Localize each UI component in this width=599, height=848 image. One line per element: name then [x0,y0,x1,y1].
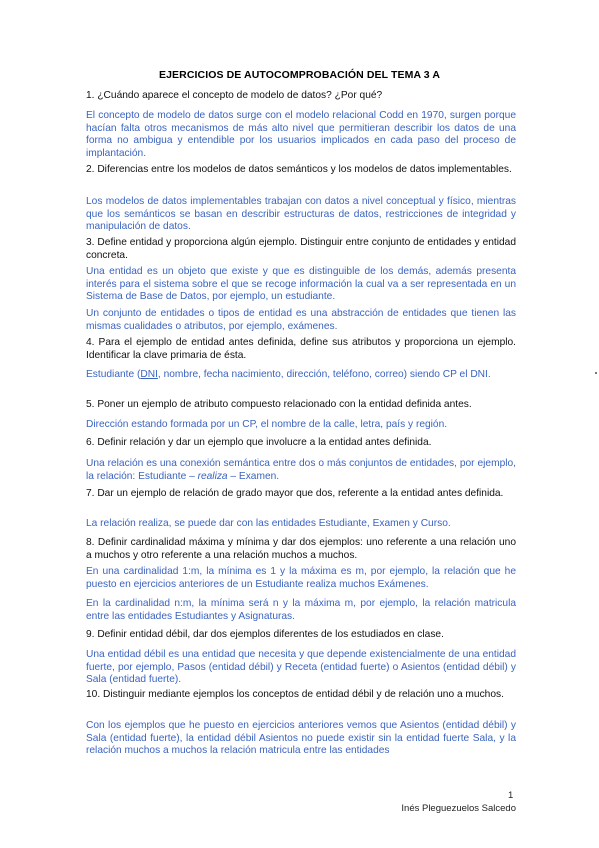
question-10: 10. Distinguir mediante ejemplos los conceptos de entidad débil y de relación uno a muchos. [86,689,504,700]
answer-6-emphasis: realiza [197,470,228,482]
question-3: 3. Define entidad y proporciona algún ejemplo. Distinguir entre conjunto de entidades y entidad concreta. [86,237,516,261]
answer-8a: En una cardinalidad 1:m, la mínima es 1 y la máxima es m, por ejemplo, la relación que he puesto en ejercicios anteriores de un Estudiante realiza muchos Exámenes. [86,566,516,590]
answer-4 [86,369,516,382]
question-8: 8. Definir cardinalidad máxima y mínima y dar dos ejemplos: uno referente a una relación uno a muchos y otro referente a una relación muchos a muchos. [86,537,516,561]
answer-1: El concepto de modelo de datos surge con el modelo relacional Codd en 1970, surgen porque hacían falta otros mecanismos de más alto nivel que permitieran describir los datos de una forma no ambigua y entendible por los usuarios implicados en cada paso del proceso de implantación. [86,110,516,159]
answer-3b: Un conjunto de entidades o tipos de entidad es una abstracción de entidades que tienen las mismas cualidades o atributos, por ejemplo, exámenes. [86,308,516,332]
question-1: 1. ¿Cuándo aparece el concepto de modelo de datos? ¿Por qué? [86,90,383,101]
answer-9: Una entidad débil es una entidad que necesita y que depende existencialmente de una entidad fuerte, por ejemplo, Pasos (entidad débil) y Receta (entidad fuerte) o Asientos (entidad débil) y Sala (entidad fuerte). [86,649,516,685]
answer-4-pre: Estudiante ( [86,369,141,380]
answer-10: Con los ejemplos que he puesto en ejercicios anteriores vemos que Asientos (entidad débil) y Sala (entidad fuerte), la entidad débil Asientos no puede existir sin la entidad fuerte Sala, y la relación muchos a muchos la relación matricula entre las entidades [86,720,516,756]
answer-6 [86,458,516,483]
question-2: 2. Diferencias entre los modelos de datos semánticos y los modelos de datos implementables. [86,164,512,175]
answer-7: La relación realiza, se puede dar con las entidades Estudiante, Examen y Curso. [86,518,451,529]
answer-2: Los modelos de datos implementables trabajan con datos a nivel conceptual y físico, mientras que los semánticos se basan en describir estructuras de datos, restricciones de integridad y manipulación de datos. [86,196,516,232]
document-title: EJERCICIOS DE AUTOCOMPROBACIÓN DEL TEMA 3 A [158,69,441,81]
question-4: 4. Para el ejemplo de entidad antes definida, define sus atributos y proporciona un ejemplo. Identificar la clave primaria de ésta. [86,337,516,361]
question-7: 7. Dar un ejemplo de relación de grado mayor que dos, referente a la entidad antes definida. [86,488,504,499]
primary-key-dni: DNI [140,369,158,380]
question-6: 6. Definir relación y dar un ejemplo que involucre a la entidad antes definida. [86,437,432,448]
edge-mark [595,372,597,374]
answer-4-post: , nombre, fecha nacimiento, dirección, teléfono, correo) siendo CP el DNI. [157,369,491,380]
question-5: 5. Poner un ejemplo de atributo compuesto relacionado con la entidad definida antes. [86,399,472,410]
answer-3a: Una entidad es un objeto que existe y que es distinguible de los demás, además presenta interés para el sistema sobre el que se recoge información la cual va a ser representada en un Sistema de Base de Datos, por ejemplo, un estudiante. [86,266,516,302]
answer-6-pre: Una relación es una conexión semántica entre dos o más conjuntos de entidades, por ejemplo, la relación: Estudiante – [86,458,516,482]
answer-8b: En la cardinalidad n:m, la mínima será n y la máxima m, por ejemplo, la relación matricula entre las entidades Estudiantes y Asignaturas. [86,598,516,622]
answer-6-post: – Examen. [227,470,280,482]
question-9: 9. Definir entidad débil, dar dos ejemplos diferentes de los estudiados en clase. [86,629,444,640]
author-name: Inés Pleguezuelos Salcedo [401,803,516,814]
page-number: 1 [508,790,514,801]
answer-5: Dirección estando formada por un CP, el nombre de la calle, letra, país y región. [86,419,448,430]
